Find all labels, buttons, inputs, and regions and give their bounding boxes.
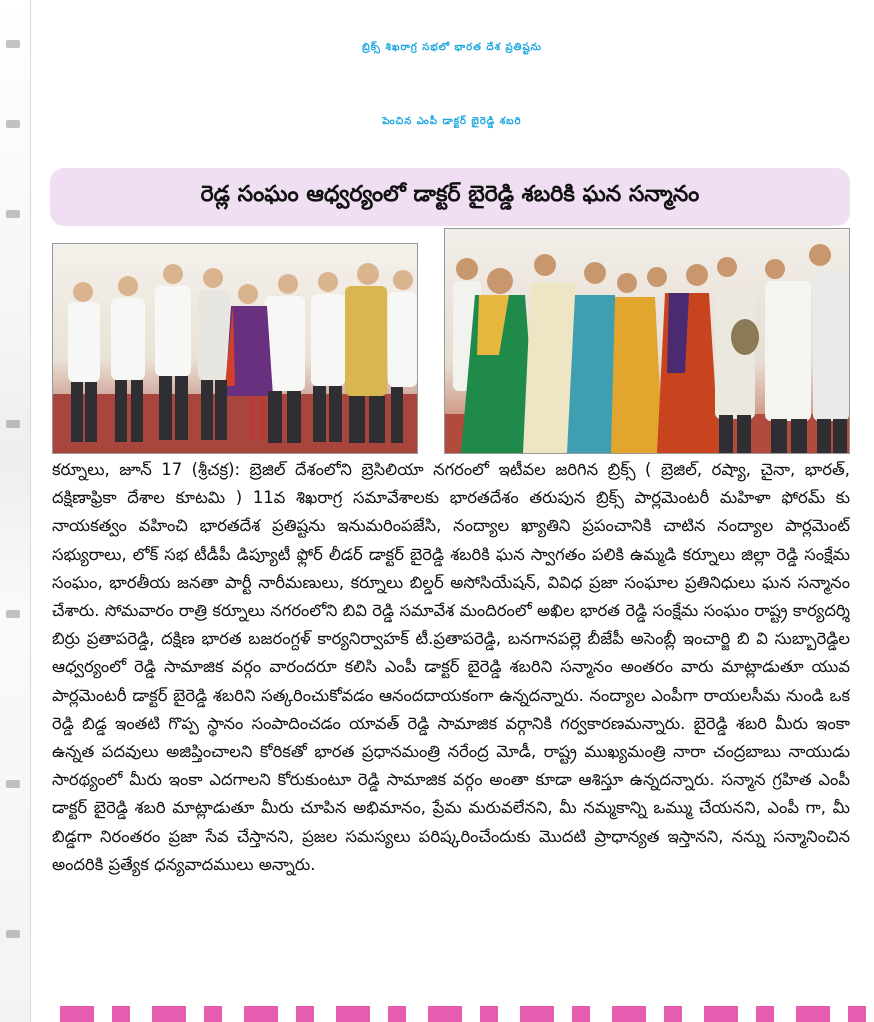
next-headline-fragment [60, 1006, 874, 1022]
article-dateline: కర్నూలు, జూన్ 17 (శ్రీచక్ర): [52, 460, 240, 479]
adjacent-column-strip [0, 0, 31, 1022]
photo-shawl-ceremony [444, 228, 850, 454]
article-text: బ్రెజిల్ దేశంలోని బ్రెసిలియా నగరంలో ఇటీవల జరిగిన బ్రిక్స్ ( బ్రెజిల్, రష్యా, చైనా, భారత్, దక్షిణాఫ్రికా దేశాల కూటమి ) 11వ శిఖరాగ్ర సమావేశాలకు భారతదేశం తరుపున బ్రిక్స్ పార్లమెంటరీ మహిళా ఫోరమ్ కు నాయకత్వం వహించి భారతదేశ ప్రతిష్టను ఇనుమరింపజేసి, నంద్యాల ఖ్యాతిని ప్రపంచానికి చాటిన నంద్యాల పార్లమెంట్ సభ్యురాలు, లోక్ సభ టీడీపీ డిప్యూటీ ఫ్లోర్ లీడర్ డాక్టర్ బైరెడ్డి శబరికి ఘన స్వాగతం పలికి ఉమ్మడి కర్నూలు జిల్లా రెడ్డి సంక్షేమ సంఘం, భారతీయ జనతా పార్టీ నారీమణులు, కర్నూలు బిల్డర్ అసోసియేషన్, వివిధ ప్రజా సంఘాల ప్రతినిధులు ఘన సన్మానం చేశారు. సోమవారం రాత్రి కర్నూలు నగరంలోని బివి రెడ్డి సమావేశ మందిరంలో అఖిల భారత రెడ్డి సంక్షేమ సంఘం రాష్ట్ర కార్యదర్శి బిర్రు ప్రతాపరెడ్డి, దక్షిణ భారత బజరంగ్దళ్ కార్యనిర్వాహక్ టీ.ప్రతాపరెడ్డి, బనగానపల్లె బీజేపీ అసెంబ్లీ ఇంచార్జి బి వి సుబ్బారెడ్డిల ఆధ్వర్యంలో రెడ్డి సామాజిక వర్గం వారందరూ కలిసి ఎంపీ డాక్టర్ బైరెడ్డి శబరిని సన్మానం అంతరం వారు మాట్లాడుతూ యువ పార్లమెంటరీ డాక్టర్ బైరెడ్డి శబరిని సత్కరించుకోవడం ఆనందదాయకంగా ఉన్నదన్నారు. నంద్యాల ఎంపీగా రాయలసీమ నుండి ఒక రెడ్డి బిడ్డ ఇంతటి గొప్ప స్థానం సంపాదించడం యావత్ రెడ్డి సామాజిక వర్గానికి గర్వకారణమన్నారు. బైరెడ్డి శబరి మీరు ఇంకా ఉన్నత పదవులు అజిప్తించాలని కోరికతో భారత ప్రధానమంత్రి నరేంద్ర మోడీ, రాష్ట్ర ముఖ్యమంత్రి నారా చంద్రబాబు నాయుడు సారథ్యంలో మీరు ఇంకా ఎదగాలని కోరుకుంటూ రెడ్డి సామాజిక వర్గం అంతా కూడా ఆశిస్తూ ఉన్నదన్నారు. సన్మాన గ్రహిత ఎంపీ డాక్టర్ బైరెడ్డి శబరి మాట్లాడుతూ మీరు చూపిన అభిమానం, ప్రేమ మరువలేనని, మీ నమ్మకాన్ని ఒమ్ము చేయనని, ఎంపీ గా, మీ బిడ్డగా నిరంతరం ప్రజా సేవ చేస్తానని, ప్రజల సమస్యలు పరిష్కరించేందుకు మొదటి ప్రాధాన్యత ఇస్తానని, నన్ను సన్మానించిన అందరికి ప్రత్యేక ధన్యవాదములు అన్నారు. [52, 460, 850, 874]
headline-line-2: పెంచిన ఎంపీ డాక్టర్ బైరెడ్డి శబరి [382, 116, 522, 127]
photo-group-felicitation [52, 243, 418, 454]
article-body [52, 456, 850, 986]
subheading-text: రెడ్ల సంఘం ఆధ్వర్యంలో డాక్టర్ బైరెడ్డి శబరికి ఘన సన్మానం [200, 182, 700, 207]
subheading-banner [50, 168, 850, 226]
headline-line-1: బ్రిక్స్ శిఖరాగ్ర సభలో భారత దేశ ప్రతిష్టను [362, 42, 542, 53]
